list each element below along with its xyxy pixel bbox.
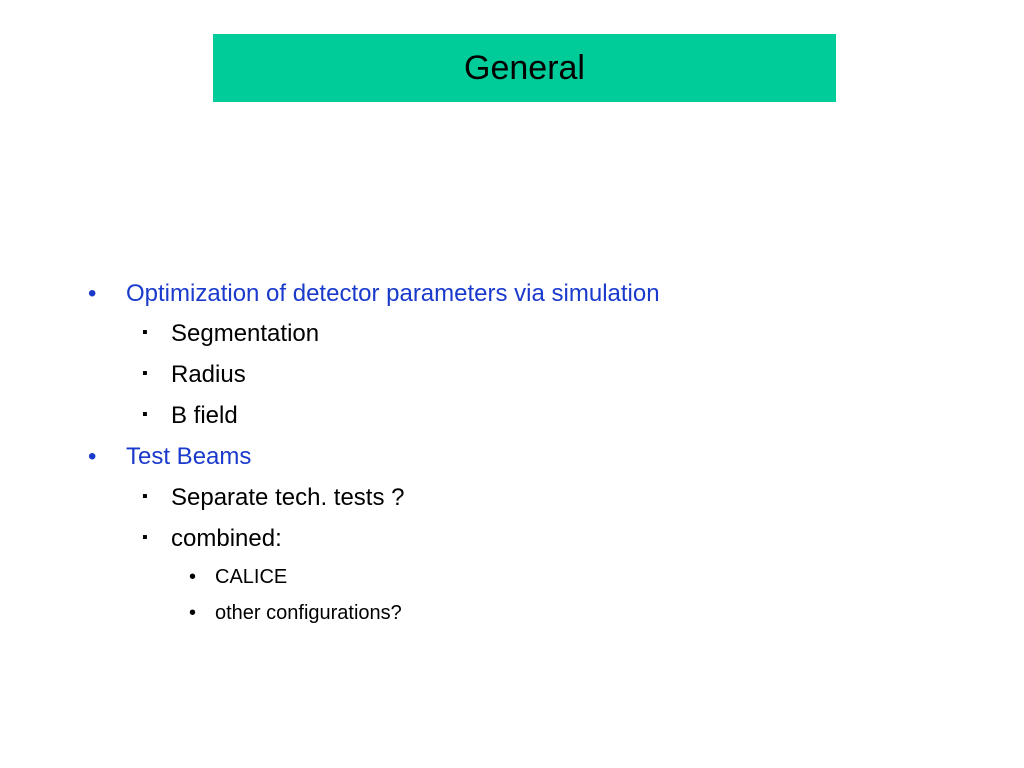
sub-bullet-text: Segmentation	[171, 320, 320, 347]
sub-sub-bullet-item-calice	[189, 566, 288, 589]
sub-bullet-item-radius	[142, 361, 246, 389]
square-bullet-icon: ▪	[142, 406, 148, 423]
sub-bullet-text: combined:	[171, 525, 282, 552]
sub-bullet-item-combined	[142, 525, 282, 553]
square-bullet-icon: ▪	[142, 529, 148, 546]
bullet-item-test-beams	[88, 443, 252, 471]
bullet-text: Optimization of detector parameters via simulation	[126, 280, 660, 307]
sub-bullet-item-separate-tech-tests	[142, 484, 405, 512]
sub-bullet-item-b-field	[142, 402, 238, 430]
bullet-text: Test Beams	[126, 443, 252, 470]
bullet-item-optimization	[88, 280, 660, 308]
slide-title: General	[464, 49, 585, 87]
sub-bullet-item-segmentation	[142, 320, 320, 348]
sub-sub-bullet-item-other-configurations	[189, 602, 402, 625]
sub-bullet-text: Separate tech. tests ?	[171, 484, 405, 511]
square-bullet-icon: ▪	[142, 488, 148, 505]
bullet-icon: •	[88, 443, 97, 470]
bullet-icon: •	[88, 280, 97, 307]
bullet-icon: •	[189, 566, 197, 588]
title-banner	[213, 34, 836, 102]
square-bullet-icon: ▪	[142, 324, 148, 341]
square-bullet-icon: ▪	[142, 365, 148, 382]
sub-sub-bullet-text: other configurations?	[215, 602, 402, 624]
sub-bullet-text: Radius	[171, 361, 246, 388]
sub-bullet-text: B field	[171, 402, 238, 429]
sub-sub-bullet-text: CALICE	[215, 566, 288, 588]
bullet-icon: •	[189, 602, 197, 624]
